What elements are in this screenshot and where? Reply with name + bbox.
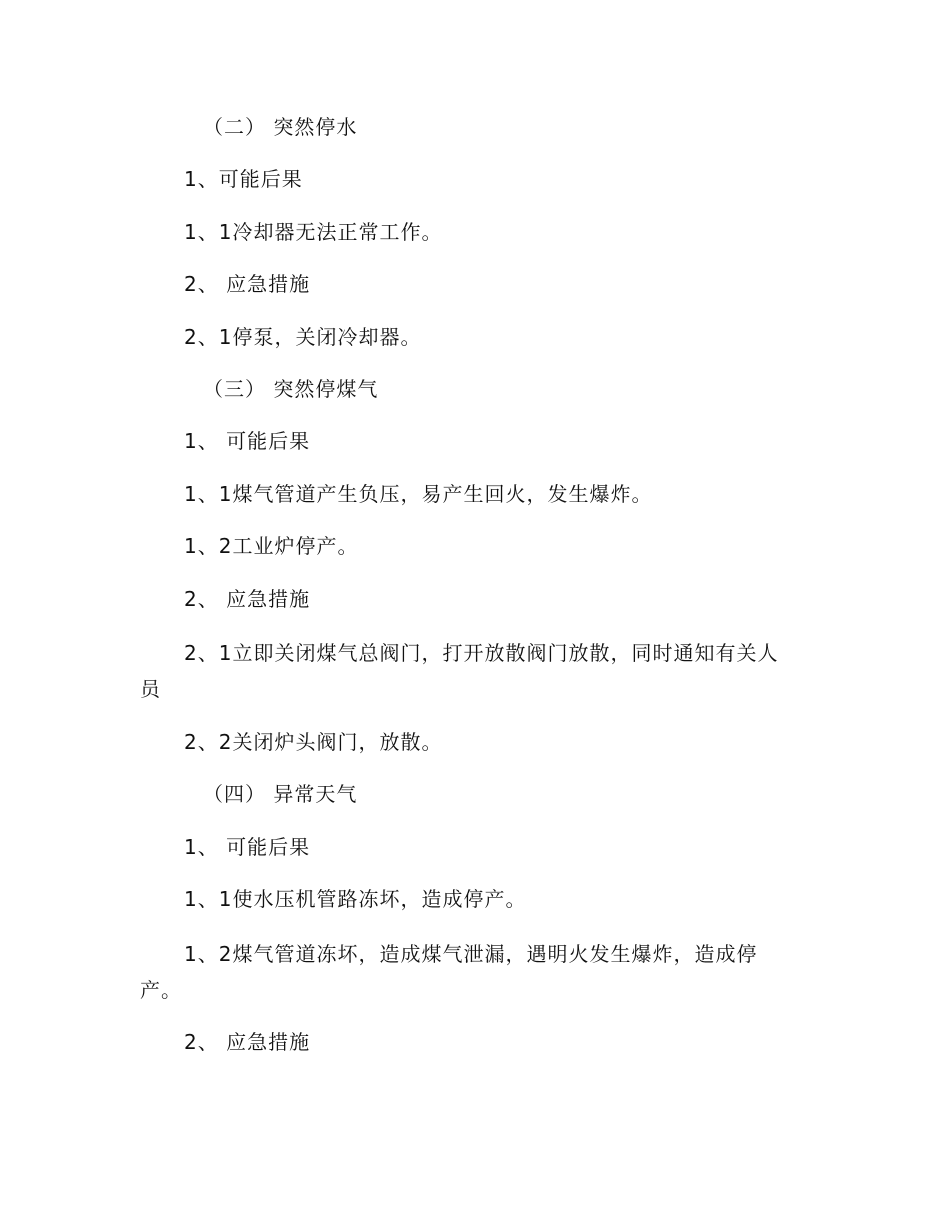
section-heading-sudden-water-outage: （二） 突然停水 [203, 115, 358, 139]
item-text: 2、1停泵，关闭冷却器。 [184, 325, 422, 349]
item-text: 1、2煤气管道冻坏，造成煤气泄漏，遇明火发生爆炸，造成停 [184, 942, 758, 966]
item-text-continuation: 产。 [140, 978, 182, 1002]
item-emergency-measures: 2、 应急措施 [184, 587, 311, 611]
item-text-continuation: 员 [140, 677, 161, 701]
section-heading-sudden-gas-outage: （三） 突然停煤气 [203, 377, 379, 401]
item-text: 2、1立即关闭煤气总阀门，打开放散阀门放散，同时通知有关人 [184, 641, 779, 665]
item-possible-consequences: 1、可能后果 [184, 167, 303, 191]
item-emergency-measures: 2、 应急措施 [184, 272, 311, 296]
item-possible-consequences: 1、 可能后果 [184, 429, 311, 453]
item-text: 1、1使水压机管路冻坏，造成停产。 [184, 887, 527, 911]
item-emergency-measures: 2、 应急措施 [184, 1030, 311, 1054]
item-text: 1、1冷却器无法正常工作。 [184, 220, 443, 244]
item-text: 1、1煤气管道产生负压，易产生回火，发生爆炸。 [184, 482, 653, 506]
item-possible-consequences: 1、 可能后果 [184, 835, 311, 859]
section-heading-abnormal-weather: （四） 异常天气 [203, 782, 358, 806]
item-text: 2、2关闭炉头阀门，放散。 [184, 730, 443, 754]
item-text: 1、2工业炉停产。 [184, 534, 359, 558]
